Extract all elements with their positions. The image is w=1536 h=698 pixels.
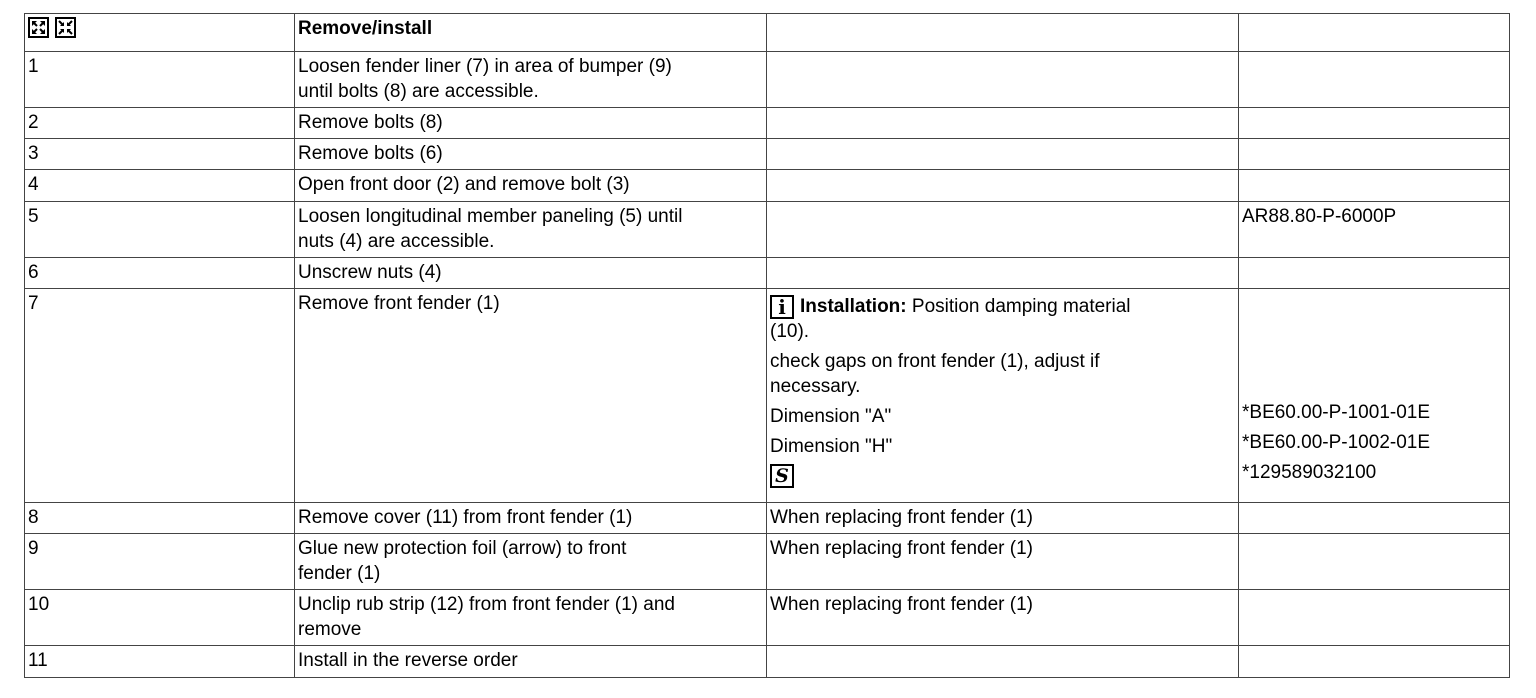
header-icons-cell (25, 14, 295, 52)
header-empty-cell (767, 14, 1239, 52)
step-number: 10 (25, 590, 295, 646)
step-text: Remove bolts (8) (295, 108, 767, 139)
step-note: When replacing front fender (1) (767, 590, 1239, 646)
step-number: 7 (25, 289, 295, 503)
header-empty-cell (1239, 14, 1510, 52)
step-text: Unscrew nuts (4) (295, 258, 767, 289)
table-row (25, 52, 1510, 108)
step-number: 11 (25, 646, 295, 678)
step-text: Remove cover (11) from front fender (1) (295, 503, 767, 534)
installation-label: Installation: (800, 296, 907, 317)
step-text: Loosen longitudinal member paneling (5) until nuts (4) are accessible. (295, 202, 767, 258)
step-number: 8 (25, 503, 295, 534)
procedure-table (24, 13, 1510, 678)
step-text: Unclip rub strip (12) from front fender (1) and remove (295, 590, 767, 646)
step-text: Install in the reverse order (295, 646, 767, 678)
header-title: Remove/install (295, 14, 767, 52)
table-row (25, 139, 1510, 170)
reference-link[interactable]: *BE60.00-P-1002-01E (1242, 432, 1431, 453)
expand-icon[interactable] (28, 17, 49, 38)
step-number: 3 (25, 139, 295, 170)
table-row (25, 289, 1510, 503)
dimension-h: Dimension "H" (770, 436, 893, 457)
info-icon: i (770, 295, 794, 319)
dimension-a: Dimension "A" (770, 406, 892, 427)
step-number: 9 (25, 534, 295, 590)
step-number: 2 (25, 108, 295, 139)
table-header-row (25, 14, 1510, 52)
table-row (25, 534, 1510, 590)
table-row (25, 258, 1510, 289)
reference-link[interactable]: *129589032100 (1242, 462, 1377, 483)
step-note: When replacing front fender (1) (767, 534, 1239, 590)
reference-link[interactable]: AR88.80-P-6000P (1239, 202, 1510, 258)
step-number: 4 (25, 170, 295, 202)
table-row (25, 202, 1510, 258)
table-row (25, 590, 1510, 646)
step-note: When replacing front fender (1) (767, 503, 1239, 534)
table-row (25, 108, 1510, 139)
reference-cell (1239, 289, 1510, 503)
step-text: Glue new protection foil (arrow) to front fender (1) (295, 534, 767, 590)
step-note: i Installation: Position damping material (10). check gaps on front fender (1), adjust if necessary. Dimension "A" Dimension "H" S (767, 289, 1239, 503)
step-text: Remove front fender (1) (295, 289, 767, 503)
step-number: 5 (25, 202, 295, 258)
step-text: Remove bolts (6) (295, 139, 767, 170)
step-text: Open front door (2) and remove bolt (3) (295, 170, 767, 202)
table-row (25, 646, 1510, 678)
table-row (25, 503, 1510, 534)
special-tool-icon[interactable]: S (770, 464, 794, 488)
step-text: Loosen fender liner (7) in area of bumper (9) until bolts (8) are accessible. (295, 52, 767, 108)
step-number: 1 (25, 52, 295, 108)
step-number: 6 (25, 258, 295, 289)
collapse-icon[interactable] (55, 17, 76, 38)
table-row (25, 170, 1510, 202)
reference-link[interactable]: *BE60.00-P-1001-01E (1242, 402, 1431, 423)
